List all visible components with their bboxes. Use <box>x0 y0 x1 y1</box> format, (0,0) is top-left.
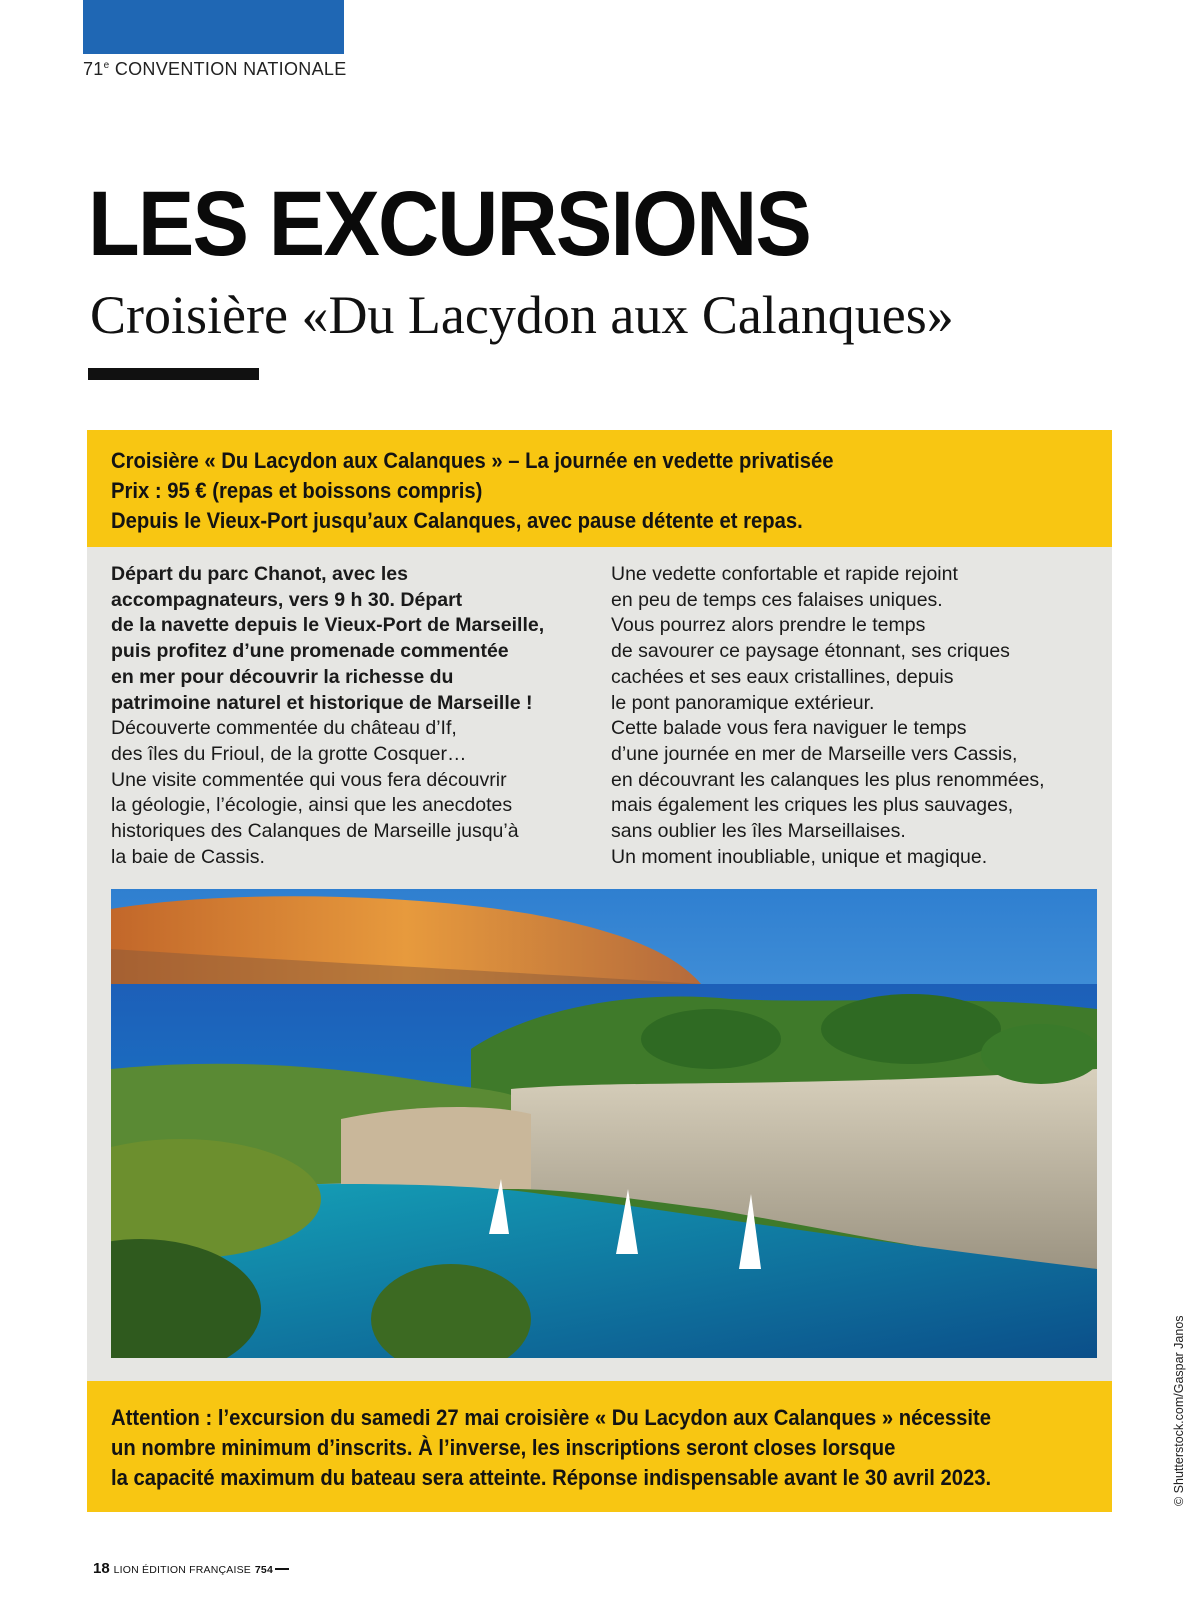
right-line: de savourer ce paysage étonnant, ses criques <box>611 640 1010 663</box>
issue-number: 754 <box>254 1564 274 1576</box>
notice-line: Attention : l’excursion du samedi 27 mai croisière « Du Lacydon aux Calanques » nécessite <box>111 1405 992 1430</box>
section-label <box>83 59 347 80</box>
left-bold-line: accompagnateurs, vers 9 h 30. Départ <box>111 588 463 611</box>
left-line: Découverte commentée du château d’If, <box>111 717 457 740</box>
notice-line: un nombre minimum d’inscrits. À l’inverse, les inscriptions seront closes lorsque <box>111 1435 896 1460</box>
right-line: d’une journée en mer de Marseille vers Cassis, <box>611 742 1018 765</box>
right-line: Un moment inoubliable, unique et magique. <box>611 845 988 868</box>
right-line: Une vedette confortable et rapide rejoint <box>611 563 958 585</box>
title-underline <box>88 368 259 380</box>
right-line: le pont panoramique extérieur. <box>611 691 875 714</box>
right-line: Vous pourrez alors prendre le temps <box>611 614 926 637</box>
left-bold-line: en mer pour découvrir la richesse du <box>111 665 454 688</box>
calanques-photo <box>111 889 1097 1358</box>
left-line: Une visite commentée qui vous fera découvrir <box>111 768 507 791</box>
page-number: 18 <box>93 1560 110 1577</box>
left-column <box>111 562 591 870</box>
left-bold-line: patrimoine naturel et historique de Marseille ! <box>111 691 533 714</box>
header-color-bar <box>83 0 344 54</box>
left-line: des îles du Frioul, de la grotte Cosquer… <box>111 742 467 765</box>
right-line: mais également les criques les plus sauvages, <box>611 794 1014 817</box>
highlight-line: Prix : 95 € (repas et boissons compris) <box>111 478 483 503</box>
left-bold-line: Départ du parc Chanot, avec les <box>111 563 408 585</box>
right-line: en découvrant les calanques les plus renommées, <box>611 768 1045 791</box>
page-footer <box>93 1560 289 1577</box>
notice-box <box>87 1381 1112 1512</box>
right-line: en peu de temps ces falaises uniques. <box>611 588 943 611</box>
right-line: cachées et ses eaux cristallines, depuis <box>611 665 954 688</box>
section-number: 71 <box>83 59 104 79</box>
left-line: la baie de Cassis. <box>111 845 265 868</box>
photo-credit: © Shutterstock.com/Gaspar Janos <box>1172 1315 1186 1506</box>
highlight-line: Depuis le Vieux-Port jusqu’aux Calanques, avec pause détente et repas. <box>111 508 803 533</box>
publication-name: LION ÉDITION FRANÇAISE <box>113 1564 251 1576</box>
highlight-line: Croisière « Du Lacydon aux Calanques » – La journée en vedette privatisée <box>111 448 834 473</box>
left-bold-line: de la navette depuis le Vieux-Port de Marseille, <box>111 614 545 637</box>
section-name: CONVENTION NATIONALE <box>114 59 347 79</box>
right-column <box>611 562 1091 870</box>
highlight-box <box>87 430 1112 547</box>
notice-line: la capacité maximum du bateau sera atteinte. Réponse indispensable avant le 30 avril 2023. <box>111 1465 992 1490</box>
left-bold-line: puis profitez d’une promenade commentée <box>111 640 509 663</box>
right-line: sans oublier les îles Marseillaises. <box>611 820 906 843</box>
page-title: LES EXCURSIONS <box>88 173 811 275</box>
section-number-sup: e <box>103 60 110 71</box>
left-line: la géologie, l’écologie, ainsi que les anecdotes <box>111 794 513 817</box>
left-line: historiques des Calanques de Marseille jusqu’à <box>111 820 519 843</box>
right-line: Cette balade vous fera naviguer le temps <box>611 717 967 740</box>
footer-dash <box>275 1568 289 1570</box>
page-subtitle: Croisière «Du Lacydon aux Calanques» <box>90 285 954 345</box>
